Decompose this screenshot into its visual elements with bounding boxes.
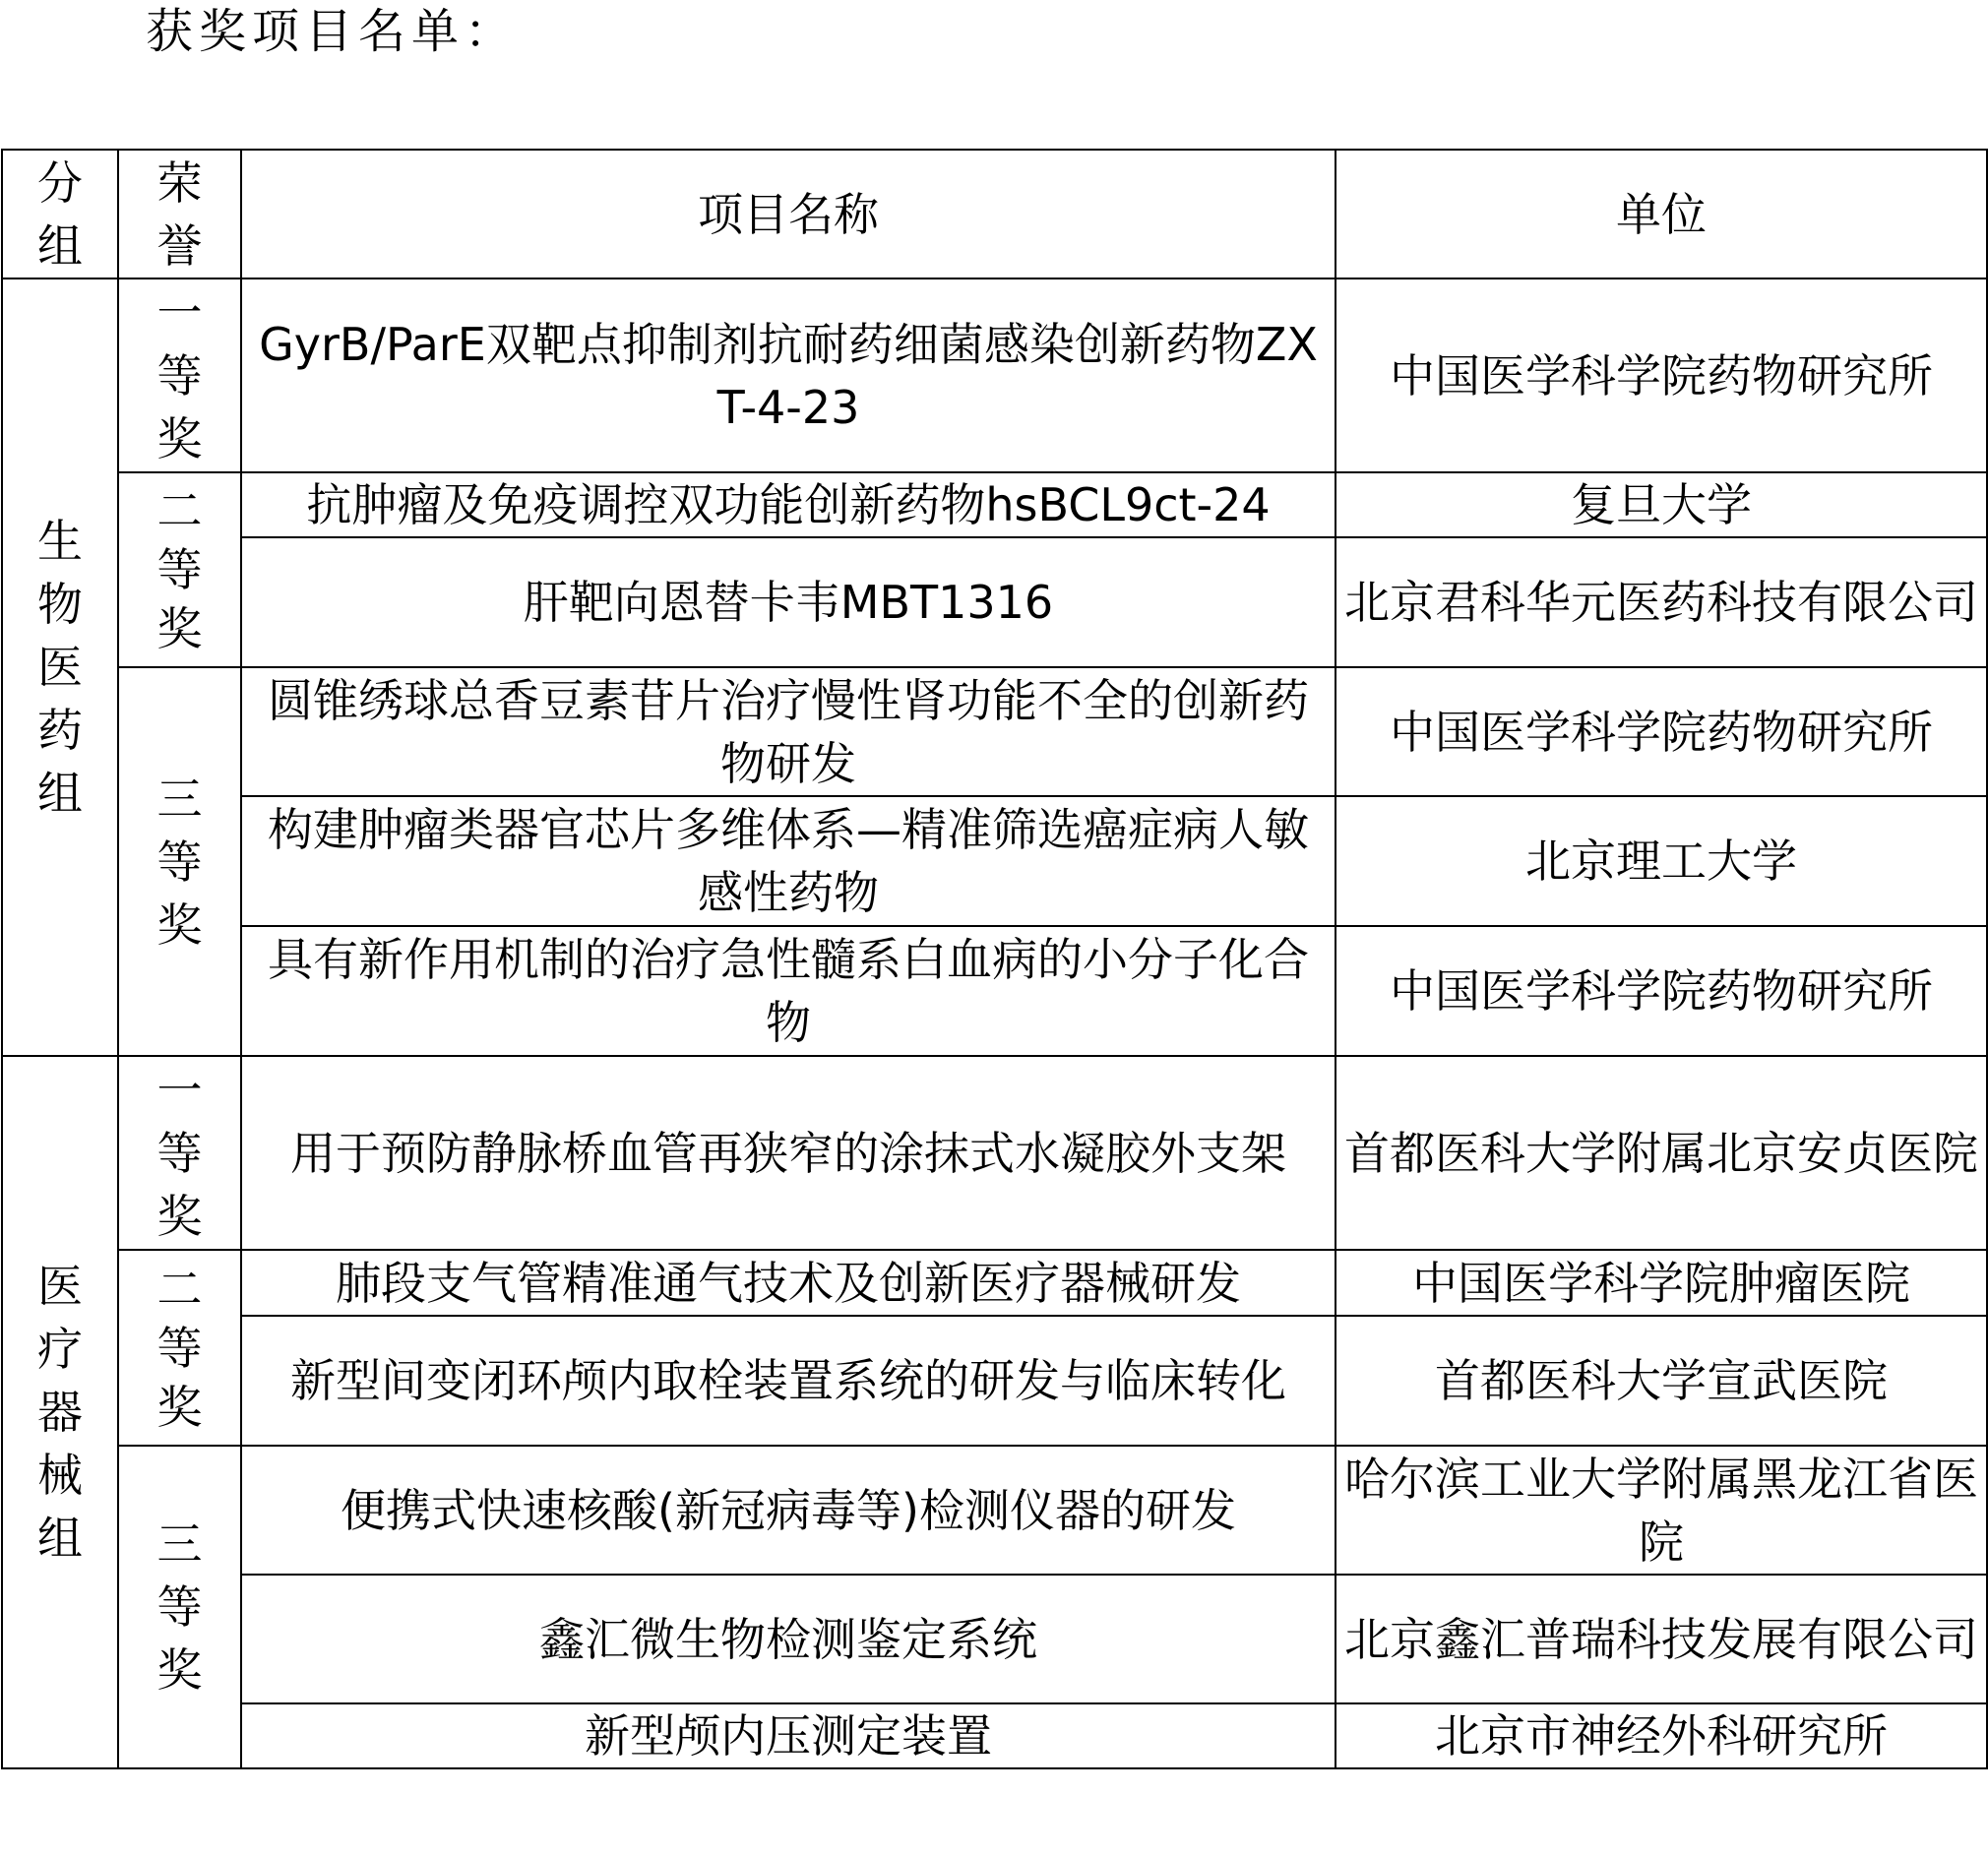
project-name-cell: 圆锥绣球总香豆素苷片治疗慢性肾功能不全的创新药物研发 <box>241 667 1336 796</box>
table-row <box>2 926 1987 1056</box>
unit-cell: 中国医学科学院药物研究所 <box>1336 926 1987 1056</box>
table-row <box>2 1703 1987 1768</box>
table-row <box>2 1446 1987 1575</box>
unit-cell: 首都医科大学宣武医院 <box>1336 1316 1987 1446</box>
project-name-cell: 具有新作用机制的治疗急性髓系白血病的小分子化合物 <box>241 926 1336 1056</box>
table-row <box>2 1316 1987 1446</box>
unit-cell: 北京君科华元医药科技有限公司 <box>1336 537 1987 667</box>
prize-level-cell: 一等奖 <box>118 278 241 472</box>
unit-cell: 复旦大学 <box>1336 472 1987 537</box>
table-row <box>2 796 1987 926</box>
project-name-cell: 肝靶向恩替卡韦MBT1316 <box>241 537 1336 667</box>
header-project: 项目名称 <box>241 150 1336 278</box>
unit-cell: 哈尔滨工业大学附属黑龙江省医院 <box>1336 1446 1987 1575</box>
header-group: 分组 <box>2 150 118 278</box>
document-heading: 获奖项目名单： <box>146 4 519 59</box>
unit-cell: 北京鑫汇普瑞科技发展有限公司 <box>1336 1575 1987 1703</box>
project-name-cell: 新型颅内压测定装置 <box>241 1703 1336 1768</box>
project-name-cell: 构建肿瘤类器官芯片多维体系—精准筛选癌症病人敏感性药物 <box>241 796 1336 926</box>
unit-cell: 中国医学科学院肿瘤医院 <box>1336 1250 1987 1316</box>
table-row <box>2 667 1987 796</box>
unit-cell: 中国医学科学院药物研究所 <box>1336 667 1987 796</box>
table-row <box>2 278 1987 472</box>
project-name-cell: GyrB/ParE双靶点抑制剂抗耐药细菌感染创新药物ZXT-4-23 <box>241 278 1336 472</box>
unit-cell: 首都医科大学附属北京安贞医院 <box>1336 1056 1987 1250</box>
project-name-cell: 肺段支气管精准通气技术及创新医疗器械研发 <box>241 1250 1336 1316</box>
group-cell: 医疗器械组 <box>2 1056 118 1768</box>
unit-cell: 北京理工大学 <box>1336 796 1987 926</box>
group-cell: 生物医药组 <box>2 278 118 1056</box>
prize-level-cell: 三等奖 <box>118 1446 241 1768</box>
prize-level-cell: 三等奖 <box>118 667 241 1056</box>
table-row <box>2 1056 1987 1250</box>
prize-level-cell: 一等奖 <box>118 1056 241 1250</box>
project-name-cell: 鑫汇微生物检测鉴定系统 <box>241 1575 1336 1703</box>
prize-level-cell: 二等奖 <box>118 1250 241 1446</box>
project-name-cell: 新型间变闭环颅内取栓装置系统的研发与临床转化 <box>241 1316 1336 1446</box>
header-honor: 荣誉 <box>118 150 241 278</box>
table-row <box>2 472 1987 537</box>
unit-cell: 北京市神经外科研究所 <box>1336 1703 1987 1768</box>
unit-cell: 中国医学科学院药物研究所 <box>1336 278 1987 472</box>
table-row <box>2 1575 1987 1703</box>
table-row <box>2 537 1987 667</box>
table-header-row <box>2 150 1987 278</box>
header-unit: 单位 <box>1336 150 1987 278</box>
prize-level-cell: 二等奖 <box>118 472 241 667</box>
project-name-cell: 用于预防静脉桥血管再狭窄的涂抹式水凝胶外支架 <box>241 1056 1336 1250</box>
project-name-cell: 便携式快速核酸(新冠病毒等)检测仪器的研发 <box>241 1446 1336 1575</box>
awards-table <box>1 149 1988 1769</box>
table-row <box>2 1250 1987 1316</box>
project-name-cell: 抗肿瘤及免疫调控双功能创新药物hsBCL9ct-24 <box>241 472 1336 537</box>
